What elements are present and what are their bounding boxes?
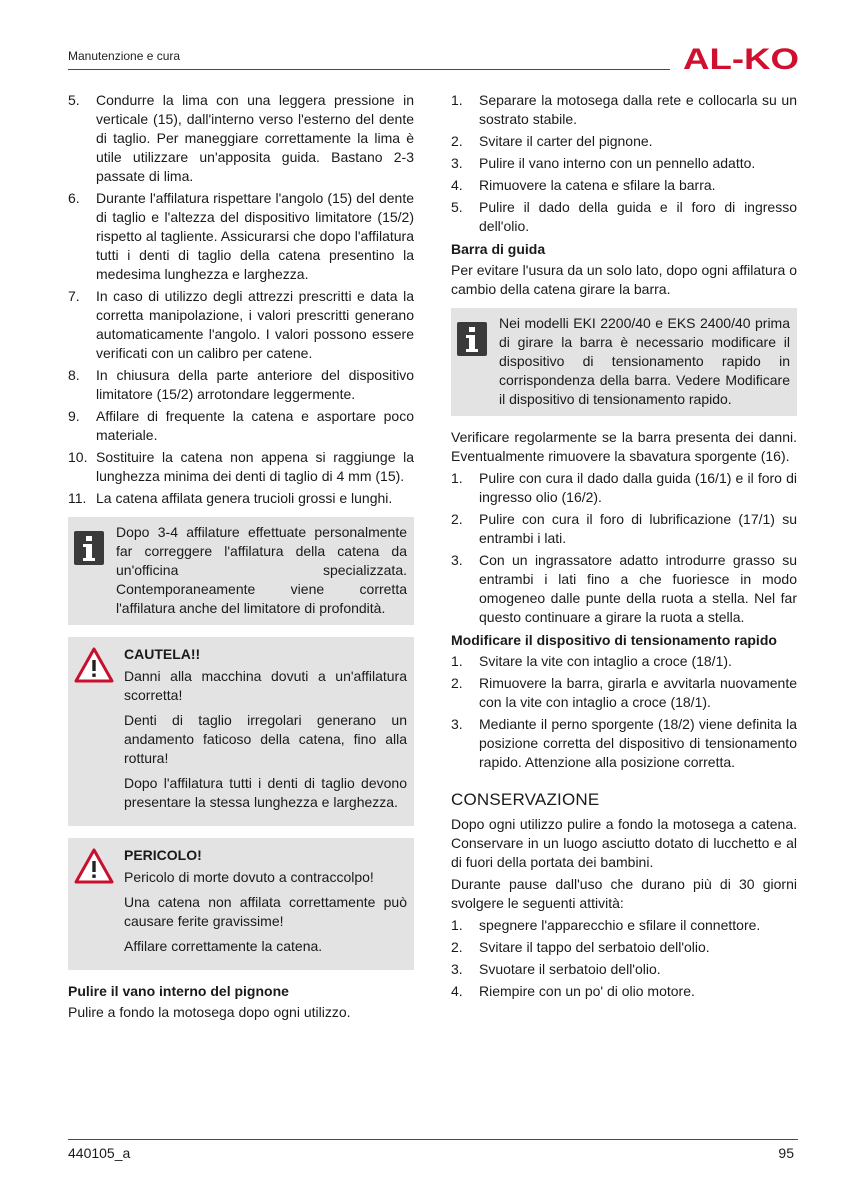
list-item-number: 10. [68, 449, 88, 465]
list-item-text: Pulire con cura il foro di lubrificazione (17/1) su entrambi i lati. [479, 511, 797, 546]
list-item [68, 448, 414, 486]
caution-box [68, 637, 414, 826]
page-number: 95 [778, 1145, 794, 1161]
list-item-text: Svuotare il serbatoio dell'olio. [479, 961, 661, 977]
bar-cleaning-steps [451, 469, 797, 627]
info-icon [457, 314, 499, 409]
list-item [451, 960, 797, 979]
pinion-heading: Pulire il vano interno del pignone [68, 983, 289, 999]
list-item-text: In caso di utilizzo degli attrezzi prescritti e data la corretta manipolazione, i valori prescritti generano automaticamente l'angolo. I valori possono essere verificati con un calibro per catene. [96, 288, 414, 361]
list-item-number: 8. [68, 367, 80, 383]
danger-box [68, 838, 414, 970]
list-item-number: 4. [451, 983, 463, 999]
list-item-number: 3. [451, 961, 463, 977]
brand-name: AL-KO [683, 44, 799, 72]
list-item [451, 198, 797, 236]
list-item [68, 489, 414, 508]
list-item-number: 7. [68, 288, 80, 304]
list-item [451, 652, 797, 671]
header-rule [68, 69, 670, 70]
list-item-number: 2. [451, 675, 463, 691]
list-item-text: Mediante il perno sporgente (18/2) viene definita la posizione corretta del dispositivo di tensionamento rapido. Attenzione alla posizione corretta. [479, 716, 797, 770]
list-item-text: Sostituire la catena non appena si raggiunge la lunghezza minima dei denti di taglio di 4 mm (15). [96, 449, 414, 484]
caution-text-3: Dopo l'affilatura tutti i denti di taglio devono presentare la stessa lunghezza e larghezza. [124, 775, 407, 810]
alko-logo [683, 44, 799, 72]
storage-text-2: Durante pause dall'uso che durano più di 30 giorni svolgere le seguenti attività: [451, 876, 797, 911]
storage-heading: CONSERVAZIONE [451, 790, 600, 809]
list-item-number: 5. [451, 199, 463, 215]
bar-text: Per evitare l'usura da un solo lato, dopo ogni affilatura o cambio della catena girare la barra. [451, 262, 797, 297]
list-item-text: Pulire il dado della guida e il foro di ingresso dell'olio. [479, 199, 797, 234]
list-item [451, 176, 797, 195]
list-item-number: 1. [451, 470, 463, 486]
list-item [451, 916, 797, 935]
list-item [68, 189, 414, 284]
list-item-text: spegnere l'apparecchio e sfilare il connettore. [479, 917, 761, 933]
left-column [68, 91, 414, 1025]
sharpening-steps-list [68, 91, 414, 508]
list-item [451, 982, 797, 1001]
right-column [451, 91, 797, 1004]
list-item-text: Pulire il vano interno con un pennello adatto. [479, 155, 756, 171]
running-header: Manutenzione e cura [68, 49, 181, 63]
list-item-number: 3. [451, 552, 463, 568]
bar-info-note-box [451, 308, 797, 416]
list-item-number: 9. [68, 408, 80, 424]
list-item-number: 6. [68, 190, 80, 206]
bar-info-note-text: Nei modelli EKI 2200/40 e EKS 2400/40 prima di girare la barra è necessario modificare il dispositivo di tensionamento rapido in corrispondenza della barra. Vedere Modificare il dispositivo di tensionamento rapido. [499, 315, 790, 407]
list-item [451, 132, 797, 151]
list-item [451, 674, 797, 712]
list-item [451, 715, 797, 772]
list-item [68, 366, 414, 404]
list-item-text: Rimuovere la barra, girarla e avvitarla nuovamente con la vite con intaglio a croce (18/1). [479, 675, 797, 710]
list-item-text: La catena affilata genera trucioli grossi e lunghi. [96, 490, 393, 506]
caution-text-2: Denti di taglio irregolari generano un andamento faticoso della catena, fino alla rottura! [124, 712, 407, 766]
storage-text-1: Dopo ogni utilizzo pulire a fondo la motosega a catena. Conservare in un luogo asciutto dotato di lucchetto e al di fuori della portata dei bambini. [451, 816, 797, 870]
list-item-number: 2. [451, 133, 463, 149]
list-item-number: 2. [451, 939, 463, 955]
list-item-text: Durante l'affilatura rispettare l'angolo (15) del dente di taglio e l'altezza del dispositivo limitatore (15/2) rispetto al tagliente. Assicurarsi che dopo l'affilatura tutti i denti di taglio della catena presentino la medesima lunghezza e larghezza. [96, 190, 414, 282]
caution-title: CAUTELA!! [124, 646, 201, 662]
list-item-number: 1. [451, 92, 463, 108]
list-item-number: 3. [451, 716, 463, 732]
pinion-cleaning-steps [451, 91, 797, 236]
document-code: 440105_a [68, 1145, 131, 1161]
info-icon [74, 523, 116, 618]
tension-heading: Modificare il dispositivo di tensionamento rapido [451, 632, 777, 648]
bar-check-text: Verificare regolarmente se la barra presenta dei danni. Eventualmente rimuovere la sbavatura sporgente (16). [451, 429, 797, 464]
list-item-text: Riempire con un po' di olio motore. [479, 983, 695, 999]
pinion-text: Pulire a fondo la motosega dopo ogni utilizzo. [68, 1004, 351, 1020]
list-item [451, 91, 797, 129]
list-item [451, 154, 797, 173]
list-item [68, 407, 414, 445]
info-note-text: Dopo 3-4 affilature effettuate personalmente far correggere l'affilatura della catena da un'officina specializzata. Contemporaneamente viene corretta l'affilatura anche del limitatore di profondità. [116, 524, 407, 616]
footer-rule [68, 1139, 798, 1140]
warning-triangle-icon [74, 645, 124, 818]
list-item [451, 510, 797, 548]
danger-text-3: Affilare correttamente la catena. [124, 938, 323, 954]
tension-steps [451, 652, 797, 772]
danger-text-2: Una catena non affilata correttamente può causare ferite gravissime! [124, 894, 407, 929]
list-item-text: Pulire con cura il dado dalla guida (16/1) e il foro di ingresso olio (16/2). [479, 470, 797, 505]
info-note-box [68, 517, 414, 625]
list-item-text: Con un ingrassatore adatto introdurre grasso su entrambi i lati fino a che fuoriesce in modo omogeneo dalle punte della ruota a stella. Nel far questo continuare a girare la ruota a stella. [479, 552, 797, 625]
storage-steps [451, 916, 797, 1001]
list-item-text: Rimuovere la catena e sfilare la barra. [479, 177, 716, 193]
list-item-text: In chiusura della parte anteriore del dispositivo limitatore (15/2) arrotondare leggermente. [96, 367, 414, 402]
list-item-text: Svitare il tappo del serbatoio dell'olio. [479, 939, 710, 955]
danger-title: PERICOLO! [124, 847, 202, 863]
list-item-number: 1. [451, 653, 463, 669]
list-item-text: Svitare il carter del pignone. [479, 133, 653, 149]
list-item [451, 938, 797, 957]
list-item-text: Svitare la vite con intaglio a croce (18/1). [479, 653, 732, 669]
list-item-number: 2. [451, 511, 463, 527]
list-item-text: Separare la motosega dalla rete e collocarla su un sostrato stabile. [479, 92, 797, 127]
list-item-number: 11. [68, 490, 87, 506]
list-item [68, 91, 414, 186]
list-item [68, 287, 414, 363]
list-item-number: 3. [451, 155, 463, 171]
danger-text-1: Pericolo di morte dovuto a contraccolpo! [124, 869, 374, 885]
list-item-text: Affilare di frequente la catena e asportare poco materiale. [96, 408, 414, 443]
caution-text-1: Danni alla macchina dovuti a un'affilatura scorretta! [124, 668, 407, 703]
list-item [451, 469, 797, 507]
list-item-number: 1. [451, 917, 463, 933]
list-item-text: Condurre la lima con una leggera pressione in verticale (15), dall'interno verso l'esterno del dente di taglio. Per maneggiare correttamente la lima è utile utilizzare un'apposita guida. Bastano 2-3 passate di lima. [96, 92, 414, 184]
list-item-number: 5. [68, 92, 80, 108]
list-item [451, 551, 797, 627]
bar-heading: Barra di guida [451, 241, 546, 257]
list-item-number: 4. [451, 177, 463, 193]
danger-triangle-icon [74, 846, 124, 962]
